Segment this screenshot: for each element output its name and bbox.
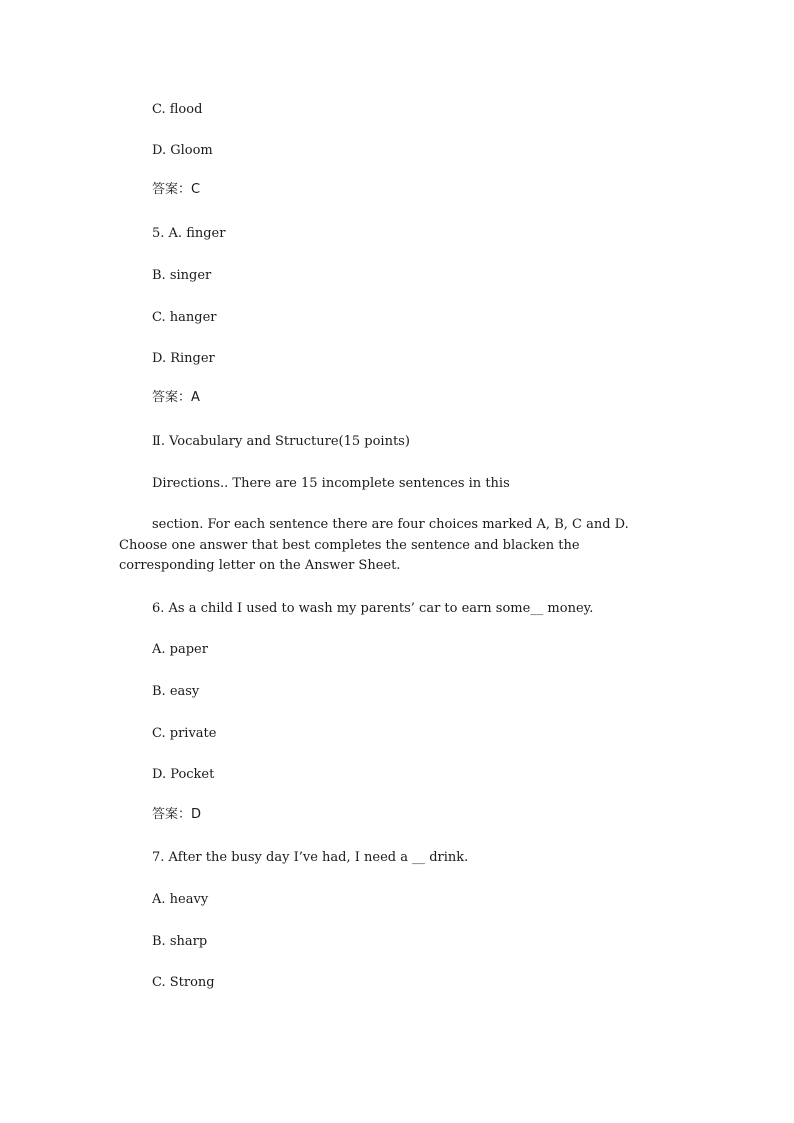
question-6: 6. As a child I used to wash my parents’ car to earn some__ money.	[152, 601, 594, 616]
option-b-easy: B. easy	[152, 684, 200, 699]
option-a-heavy: A. heavy	[152, 892, 209, 907]
option-b-sharp: B. sharp	[152, 934, 208, 949]
section-heading: Ⅱ. Vocabulary and Structure(15 points)	[152, 434, 410, 449]
option-c-flood: C. flood	[152, 102, 203, 117]
option-c-hanger: C. hanger	[152, 310, 217, 325]
option-d-ringer: D. Ringer	[152, 351, 215, 366]
answer-line: 答案：A	[152, 390, 200, 405]
question-7: 7. After the busy day I’ve had, I need a __ drink.	[152, 850, 469, 865]
option-d-gloom: D. Gloom	[152, 143, 213, 158]
directions-paragraph: section. For each sentence there are four choices marked A, B, C and D. Choose one answer that best completes the sentence and blacken the corresponding letter on the Answer Sheet.	[119, 517, 629, 573]
option-c-private: C. private	[152, 726, 217, 741]
answer-line: 答案：D	[152, 807, 202, 822]
directions-line: Directions.. There are 15 incomplete sentences in this	[152, 476, 510, 491]
option-b-singer: B. singer	[152, 268, 212, 283]
option-d-pocket: D. Pocket	[152, 767, 215, 782]
option-a-paper: A. paper	[152, 642, 208, 657]
answer-line: 答案：C	[152, 182, 201, 197]
option-c-strong: C. Strong	[152, 975, 215, 990]
question-5-option-a: 5. A. finger	[152, 226, 226, 241]
